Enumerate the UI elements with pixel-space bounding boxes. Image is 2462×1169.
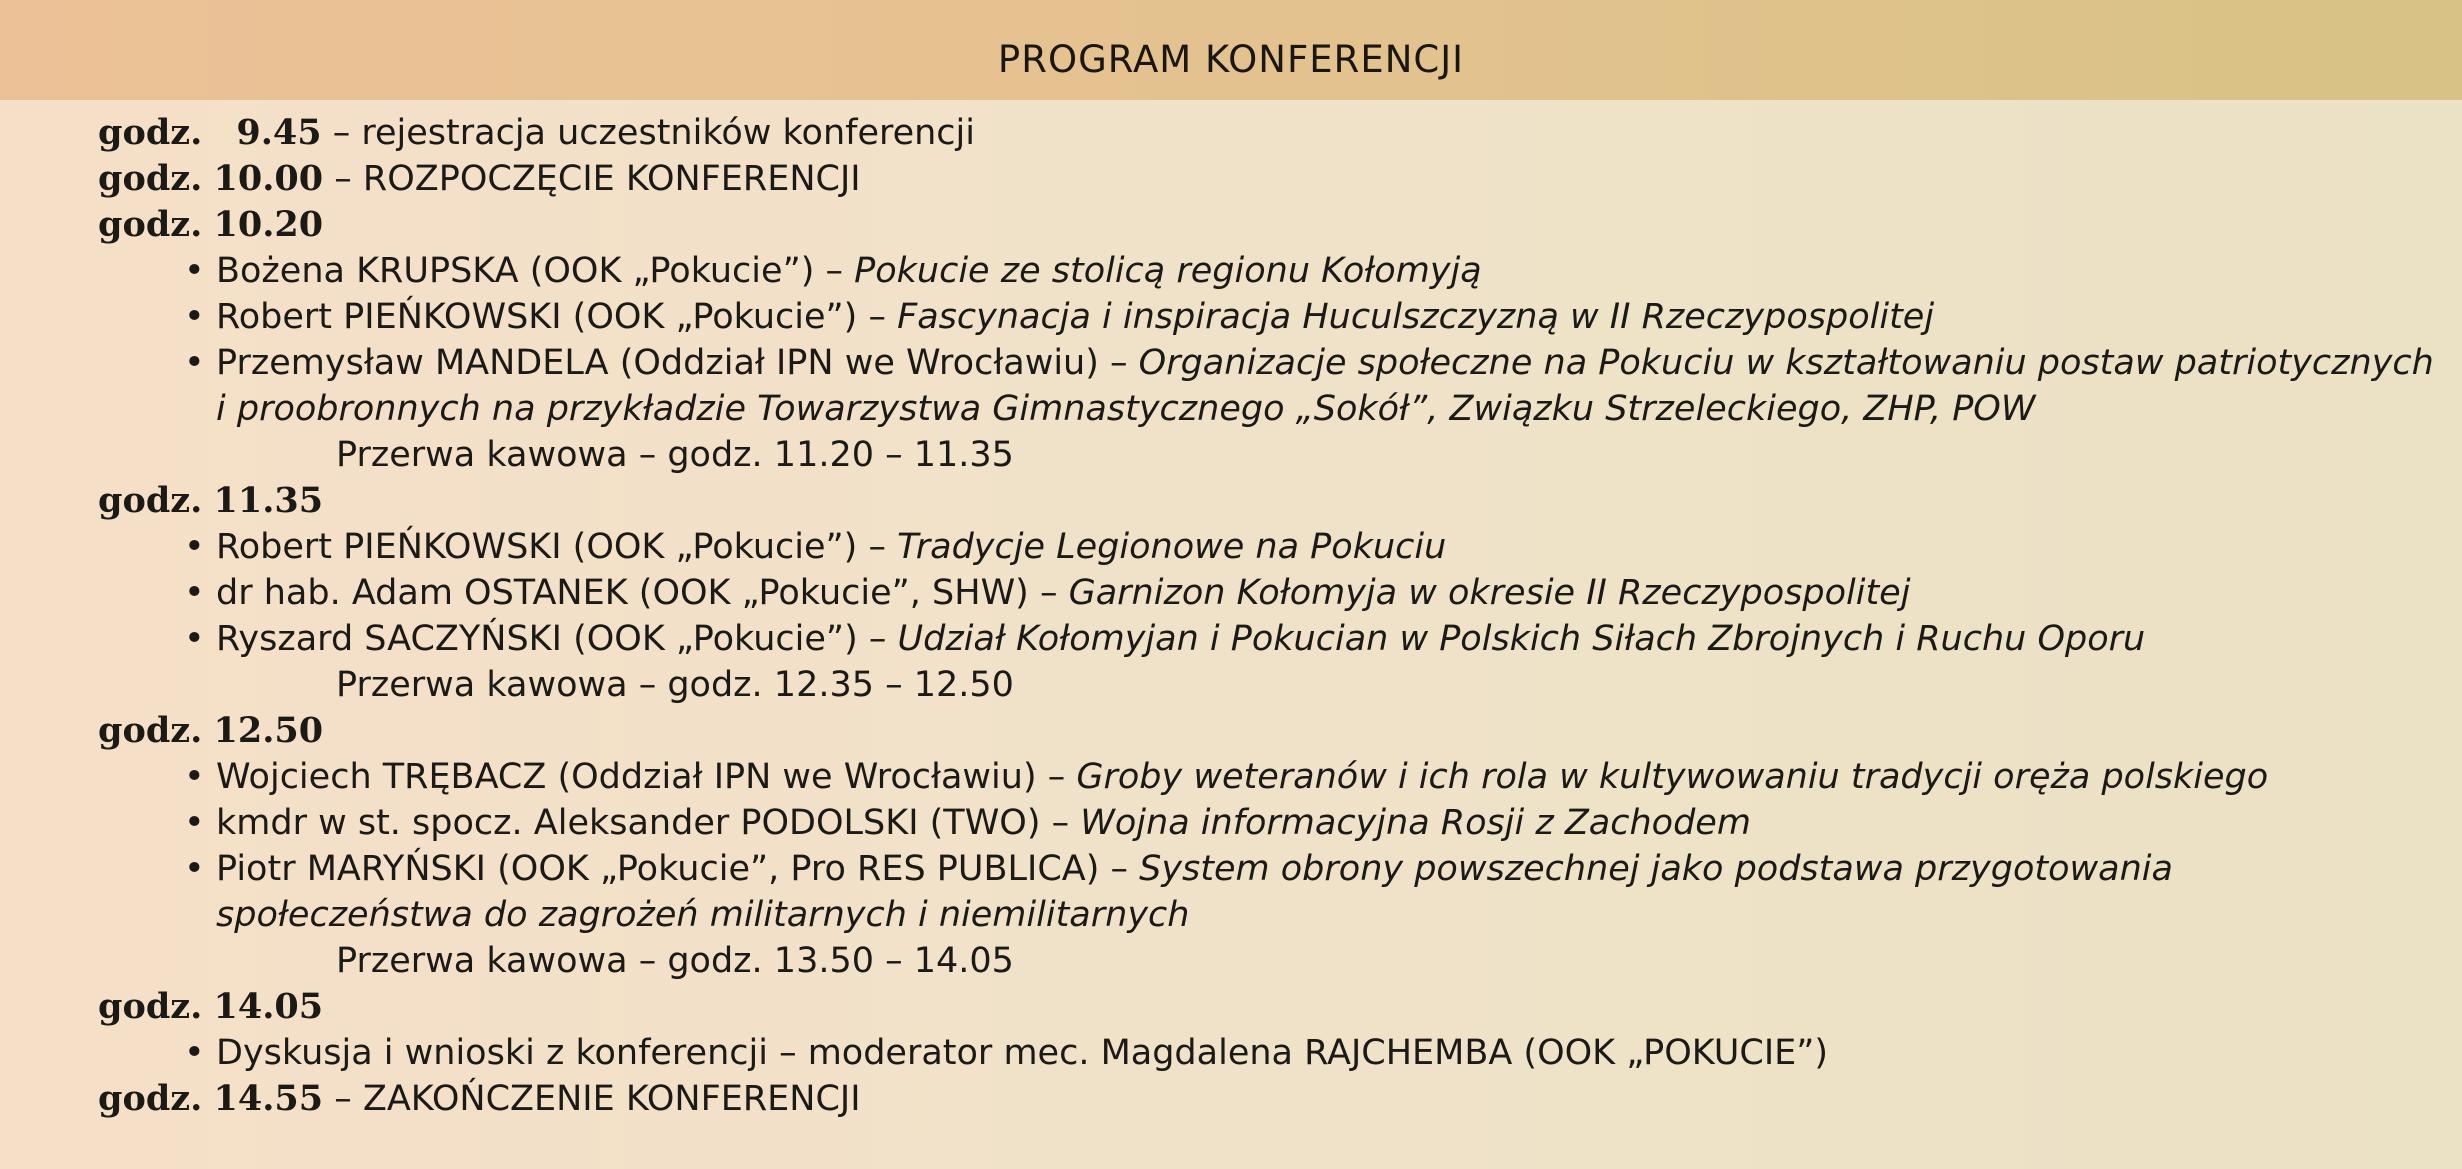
bullet-icon: •: [184, 757, 205, 797]
talk-title: Udział Kołomyjan i Pokucian w Polskich Siłach Zbrojnych i Ruchu Oporu: [897, 619, 2146, 659]
talk-title: Organizacje społeczne na Pokuciu w kształtowaniu postaw patriotycznych: [1138, 343, 2434, 383]
talk-title: Fascynacja i inspiracja Huculszczyzną w II Rzeczypospolitej: [897, 297, 1935, 337]
bullet-icon: •: [184, 297, 205, 337]
time-value: 12.50: [213, 710, 324, 751]
bullet-icon: •: [184, 849, 205, 889]
talk-item: [98, 570, 2438, 616]
speaker: Przemysław MANDELA (Oddział IPN we Wrocławiu) –: [216, 343, 1139, 383]
discussion-text: Dyskusja i wnioski z konferencji – moderator mec. Magdalena RAJCHEMBA (OOK „POKUCIE”): [216, 1033, 1829, 1073]
program-row-0945: [98, 110, 2438, 156]
page-title: PROGRAM KONFERENCJI: [997, 38, 1465, 81]
talk-item: [98, 248, 2438, 294]
time-label: godz.: [98, 986, 203, 1027]
time-label: godz.: [98, 710, 203, 751]
program-row-1405: [98, 984, 2438, 1030]
talk-item: [98, 1030, 2438, 1076]
talk-title-continued: i proobronnych na przykładzie Towarzystwa Gimnastycznego „Sokół”, Związku Strzeleckiego, ZHP, POW: [216, 389, 2036, 429]
talk-title-continued: społeczeństwa do zagrożeń militarnych i niemilitarnych: [216, 895, 1190, 935]
conference-program: [98, 110, 2438, 1122]
bullet-icon: •: [184, 1033, 205, 1073]
speaker: Bożena KRUPSKA (OOK „Pokucie”) –: [216, 251, 855, 291]
time-label: godz.: [98, 1078, 203, 1119]
talk-title: Groby weteranów i ich rola w kultywowaniu tradycji oręża polskiego: [1076, 757, 2269, 797]
session-description: – ROZPOCZĘCIE KONFERENCJI: [334, 159, 861, 199]
bullet-icon: •: [184, 343, 205, 383]
bullet-icon: •: [184, 619, 205, 659]
coffee-break: Przerwa kawowa – godz. 13.50 – 14.05: [336, 941, 1014, 981]
program-row-1020: [98, 202, 2438, 248]
speaker: Robert PIEŃKOWSKI (OOK „Pokucie”) –: [216, 527, 898, 567]
time-value: 10.20: [213, 204, 324, 245]
program-row-1000: [98, 156, 2438, 202]
bullet-icon: •: [184, 573, 205, 613]
program-row-1250: [98, 708, 2438, 754]
program-row-1455: [98, 1076, 2438, 1122]
coffee-break: Przerwa kawowa – godz. 11.20 – 11.35: [336, 435, 1014, 475]
time-label: godz.: [98, 112, 203, 153]
program-row-1135: [98, 478, 2438, 524]
speaker: dr hab. Adam OSTANEK (OOK „Pokucie”, SHW) –: [216, 573, 1069, 613]
speaker: Wojciech TRĘBACZ (Oddział IPN we Wrocławiu) –: [216, 757, 1077, 797]
talk-title: Tradycje Legionowe na Pokuciu: [897, 527, 1447, 567]
talk-title: Pokucie ze stolicą regionu Kołomyją: [854, 251, 1482, 291]
speaker: Robert PIEŃKOWSKI (OOK „Pokucie”) –: [216, 297, 898, 337]
speaker: Ryszard SACZYŃSKI (OOK „Pokucie”) –: [216, 619, 898, 659]
talk-item: [98, 294, 2438, 340]
talk-title: System obrony powszechnej jako podstawa przygotowania: [1139, 849, 2173, 889]
session-description: – ZAKOŃCZENIE KONFERENCJI: [334, 1079, 861, 1119]
talk-item: [98, 846, 2438, 892]
time-label: godz.: [98, 158, 203, 199]
bullet-icon: •: [184, 803, 205, 843]
time-value: 10.00: [213, 158, 324, 199]
talk-item: [98, 800, 2438, 846]
talk-item: [98, 524, 2438, 570]
talk-title: Garnizon Kołomyja w okresie II Rzeczypospolitej: [1068, 573, 1911, 613]
time-value: 14.55: [213, 1078, 324, 1119]
session-description: – rejestracja uczestników konferencji: [332, 113, 976, 153]
bullet-icon: •: [184, 527, 205, 567]
talk-item: [98, 616, 2438, 662]
coffee-break: Przerwa kawowa – godz. 12.35 – 12.50: [336, 665, 1014, 705]
speaker: kmdr w st. spocz. Aleksander PODOLSKI (TWO) –: [216, 803, 1081, 843]
time-label: godz.: [98, 204, 203, 245]
header-bar: [0, 0, 2462, 100]
time-value: 14.05: [213, 986, 324, 1027]
talk-item: [98, 340, 2438, 386]
time-value: 9.45: [236, 112, 322, 153]
time-value: 11.35: [213, 480, 324, 521]
talk-title: Wojna informacyjna Rosji z Zachodem: [1080, 803, 1751, 843]
bullet-icon: •: [184, 251, 205, 291]
speaker: Piotr MARYŃSKI (OOK „Pokucie”, Pro RES PUBLICA) –: [216, 849, 1140, 889]
talk-item: [98, 754, 2438, 800]
time-label: godz.: [98, 480, 203, 521]
